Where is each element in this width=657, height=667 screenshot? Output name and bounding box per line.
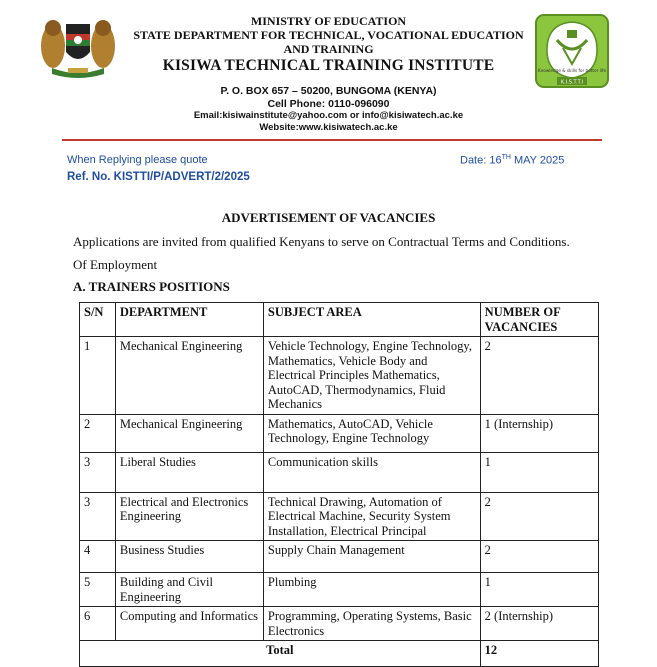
table-row [80,541,599,573]
total-value: 12 [480,641,598,667]
cell-sn: 3 [80,492,116,541]
total-label: Total [80,641,481,667]
table-row [80,452,599,492]
table-row [80,607,599,641]
header-department: DEPARTMENT [115,303,263,337]
cell-sn: 1 [80,337,116,415]
cell-department: Building and Civil Engineering [115,573,263,607]
cell-vacancies: 2 [480,541,598,573]
reference-number: Ref. No. KISTTI/P/ADVERT/2/2025 [67,171,250,183]
institute-logo-icon [535,14,609,88]
letter-date: Date: 16TH MAY 2025 [460,154,565,167]
table-row [80,492,599,541]
email-address: Email:kisiwainstitute@yahoo.com or info@kisiwatech.ac.ke [193,110,464,121]
vacancies-table [79,302,599,667]
cell-sn: 2 [80,414,116,452]
institute-name: KISIWA TECHNICAL TRAINING INSTITUTE [162,57,495,74]
table-header-row [80,303,599,337]
cell-subject: Mathematics, AutoCAD, Vehicle Technology, Engine Technology [263,414,480,452]
cell-department: Computing and Informatics [115,607,263,641]
cell-subject: Technical Drawing, Automation of Electrical Machine, Security System Installation, Electrical Principal [263,492,480,541]
cell-subject: Vehicle Technology, Engine Technology, Mathematics, Vehicle Body and Electrical Principles Mathematics, AutoCAD, Thermodynamics, Fluid Mechanics [263,337,480,415]
table-row [80,337,599,415]
cell-sn: 3 [80,452,116,492]
svg-text:Knowledge & skills for better: Knowledge & skills for better life [537,68,607,73]
cell-department: Mechanical Engineering [115,337,263,415]
cell-department: Liberal Studies [115,452,263,492]
table-row [80,573,599,607]
advert-title: ADVERTISEMENT OF VACANCIES [221,210,436,225]
cell-vacancies: 2 [480,492,598,541]
header-vacancies: NUMBER OF VACANCIES [480,303,598,337]
postal-address: P. O. BOX 657 – 50200, BUNGOMA (KENYA) [220,85,437,97]
cell-vacancies: 2 (Internship) [480,607,598,641]
letterhead [0,0,657,150]
reply-quote-label: When Replying please quote [67,154,208,166]
website-address: Website:www.kisiwatech.ac.ke [259,122,398,133]
cell-subject: Plumbing [263,573,480,607]
header-subject-area: SUBJECT AREA [263,303,480,337]
ministry-line: MINISTRY OF EDUCATION [250,14,407,28]
cell-sn: 4 [80,541,116,573]
cell-subject: Communication skills [263,452,480,492]
cell-subject: Programming, Operating Systems, Basic Electronics [263,607,480,641]
cell-subject: Supply Chain Management [263,541,480,573]
cell-department: Electrical and Electronics Engineering [115,492,263,541]
cell-department: Mechanical Engineering [115,414,263,452]
intro-text: Applications are invited from qualified Kenyans to serve on Contractual Terms and Conditions. [73,234,570,249]
state-department-line: STATE DEPARTMENT FOR TECHNICAL, VOCATIONAL EDUCATION [133,28,524,42]
header-sn: S/N [80,303,116,337]
cell-vacancies: 1 [480,573,598,607]
state-department-line-2: AND TRAINING [283,42,374,56]
cell-sn: 6 [80,607,116,641]
header-divider [62,139,602,141]
cell-vacancies: 1 [480,452,598,492]
cell-vacancies: 1 (Internship) [480,414,598,452]
phone-number: Cell Phone: 0110-096090 [267,98,390,110]
intro-text-continued: Of Employment [73,257,158,272]
cell-vacancies: 2 [480,337,598,415]
cell-department: Business Studies [115,541,263,573]
svg-text:K.I.S.T.T.I: K.I.S.T.T.I [560,79,584,86]
section-heading: A. TRAINERS POSITIONS [73,279,230,294]
table-row [80,414,599,452]
cell-sn: 5 [80,573,116,607]
